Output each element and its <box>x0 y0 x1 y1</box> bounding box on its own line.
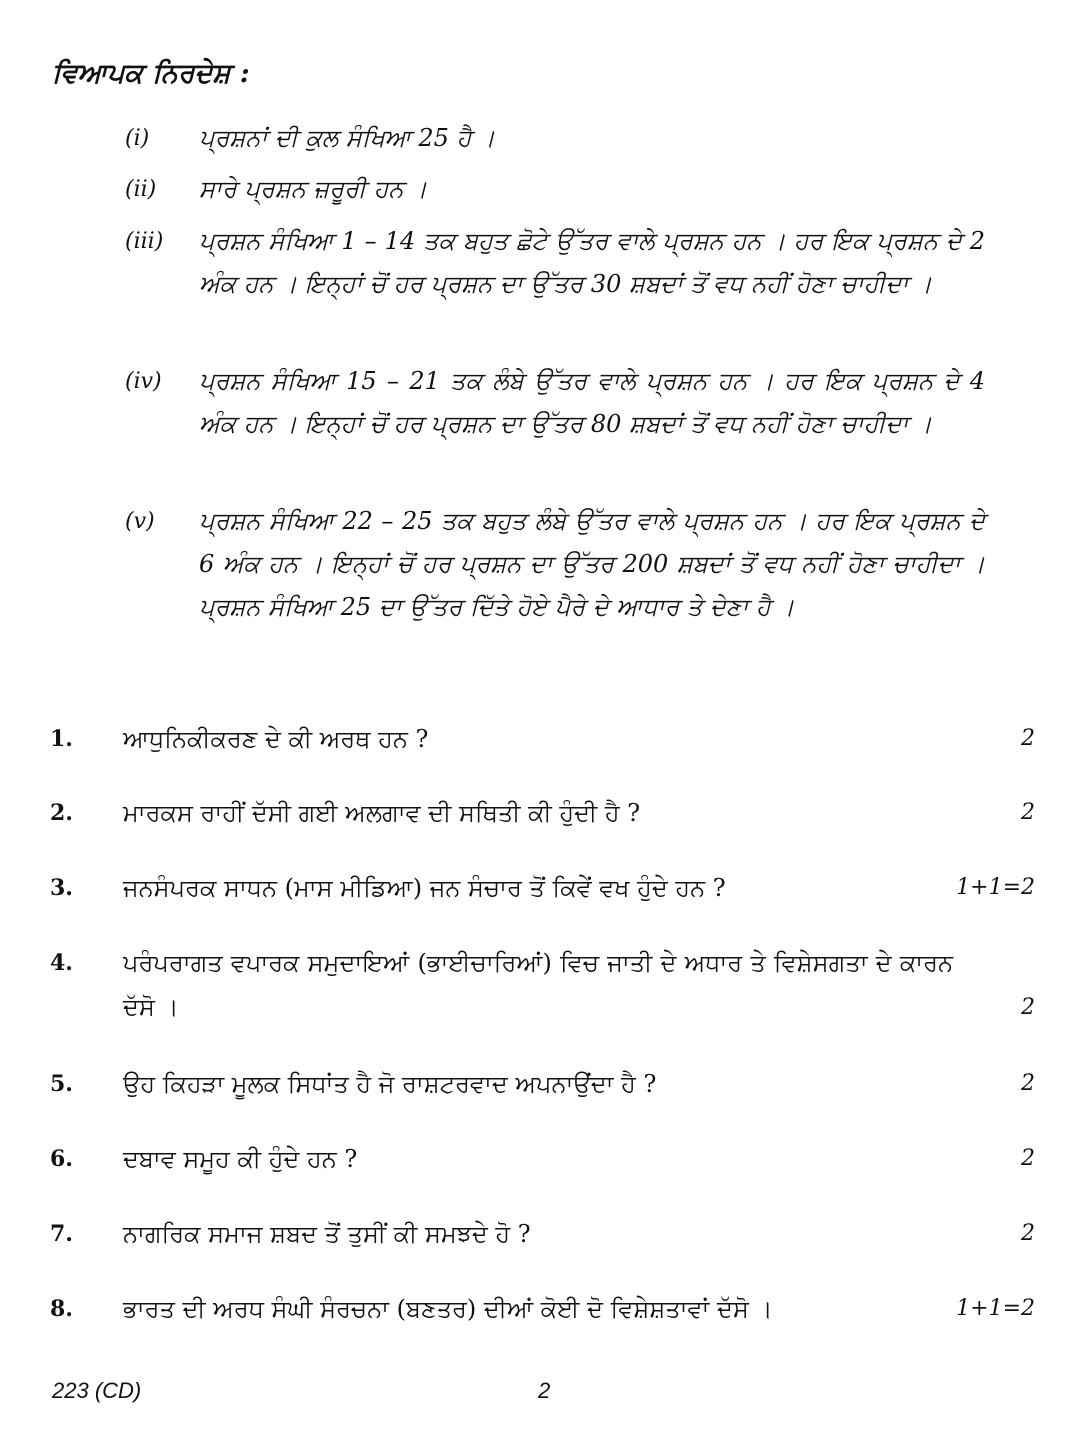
question-text: ਜਨਸੰਪਰਕ ਸਾਧਨ (ਮਾਸ ਮੀਡਿਆ) ਜਨ ਸੰਚਾਰ ਤੋਂ ਕਿਵੇਂ ਵਖ ਹੁੰਦੇ ਹਨ ? <box>123 874 726 902</box>
question-number: 3. <box>50 875 73 901</box>
question-text: ਉਹ ਕਿਹੜਾ ਮੂਲਕ ਸਿਧਾਂਤ ਹੈ ਜੋ ਰਾਸ਼ਟਰਵਾਦ ਅਪਨਾਉਂਦਾ ਹੈ ? <box>123 1070 657 1098</box>
question-text: ਦਬਾਵ ਸਮੂਹ ਕੀ ਹੁੰਦੇ ਹਨ ? <box>123 1145 358 1173</box>
question-number: 1. <box>50 726 73 752</box>
question-marks: 2 <box>1021 1146 1035 1171</box>
question-number: 5. <box>50 1071 73 1097</box>
question-marks: 2 <box>1021 726 1035 751</box>
paper-code: 223 (CD) <box>52 1378 142 1403</box>
instruction-item <box>125 168 985 212</box>
question-text: ਭਾਰਤ ਦੀ ਅਰਧ ਸੰਘੀ ਸੰਰਚਨਾ (ਬਣਤਰ) ਦੀਆਂ ਕੋਈ ਦੋ ਵਿਸ਼ੇਸ਼ਤਾਵਾਂ ਦੱਸੋ । <box>123 1295 773 1323</box>
instruction-number: (ii) <box>125 177 157 202</box>
question-text: ਪਰੰਪਰਾਗਤ ਵਪਾਰਕ ਸਮੁਦਾਇਆਂ (ਭਾਈਚਾਰਿਆਂ) ਵਿਚ ਜਾਤੀ ਦੇ ਅਧਾਰ ਤੇ ਵਿਸ਼ੇਸਗਤਾ ਦੇ ਕਾਰਨ ਦੱਸੋ । <box>123 949 953 1021</box>
instruction-number: (iii) <box>125 229 164 254</box>
question-number: 8. <box>50 1296 73 1322</box>
instruction-item <box>125 220 985 306</box>
instruction-number: (v) <box>125 509 155 534</box>
instruction-text: ਪ੍ਰਸ਼ਨ ਸੰਖਿਆ 15 – 21 ਤਕ ਲੰਬੇ ਉੱਤਰ ਵਾਲੇ ਪ੍ਰਸ਼ਨ ਹਨ । ਹਰ ਇਕ ਪ੍ਰਸ਼ਨ ਦੇ 4 ਅੰਕ ਹਨ । ਇਨ੍ਹਾਂ ਚੋਂ ਹਰ ਪ੍ਰਸ਼ਨ ਦਾ ਉੱਤਰ 80 ਸ਼ਬਦਾਂ ਤੋਂ ਵਧ ਨਹੀਂ ਹੋਣਾ ਚਾਹੀਦਾ । <box>199 367 985 438</box>
question-marks: 2 <box>1021 800 1035 825</box>
question-marks: 1+1=2 <box>956 875 1035 900</box>
instruction-number: (iv) <box>125 369 162 394</box>
instruction-item <box>125 360 985 446</box>
question-number: 2. <box>50 800 73 826</box>
question-marks: 1+1=2 <box>956 1296 1035 1321</box>
question-number: 7. <box>50 1221 73 1247</box>
instruction-text: ਪ੍ਰਸ਼ਨ ਸੰਖਿਆ 22 – 25 ਤਕ ਬਹੁਤ ਲੰਬੇ ਉੱਤਰ ਵਾਲੇ ਪ੍ਰਸ਼ਨ ਹਨ । ਹਰ ਇਕ ਪ੍ਰਸ਼ਨ ਦੇ 6 ਅੰਕ ਹਨ । ਇਨ੍ਹਾਂ ਚੋਂ ਹਰ ਪ੍ਰਸ਼ਨ ਦਾ ਉੱਤਰ 200 ਸ਼ਬਦਾਂ ਤੋਂ ਵਧ ਨਹੀਂ ਹੋਣਾ ਚਾਹੀਦਾ । ਪ੍ਰਸ਼ਨ ਸੰਖਿਆ 25 ਦਾ ਉੱਤਰ ਦਿੱਤੇ ਹੋਏ ਪੈਰੇ ਦੇ ਆਧਾਰ ਤੇ ਦੇਣਾ ਹੈ । <box>199 507 985 621</box>
instruction-text: ਪ੍ਰਸ਼ਨ ਸੰਖਿਆ 1 – 14 ਤਕ ਬਹੁਤ ਛੋਟੇ ਉੱਤਰ ਵਾਲੇ ਪ੍ਰਸ਼ਨ ਹਨ । ਹਰ ਇਕ ਪ੍ਰਸ਼ਨ ਦੇ 2 ਅੰਕ ਹਨ । ਇਨ੍ਹਾਂ ਚੋਂ ਹਰ ਪ੍ਰਸ਼ਨ ਦਾ ਉੱਤਰ 30 ਸ਼ਬਦਾਂ ਤੋਂ ਵਧ ਨਹੀਂ ਹੋਣਾ ਚਾਹੀਦਾ । <box>199 227 985 298</box>
question-number: 4. <box>50 950 73 976</box>
instruction-item <box>125 500 985 629</box>
page-number: 2 <box>538 1378 551 1403</box>
question-marks: 2 <box>1021 1071 1035 1096</box>
question-text: ਆਧੁਨਿਕੀਕਰਣ ਦੇ ਕੀ ਅਰਥ ਹਨ ? <box>123 725 429 753</box>
instruction-item <box>125 117 985 161</box>
instruction-text: ਪ੍ਰਸ਼ਨਾਂ ਦੀ ਕੁਲ ਸੰਖਿਆ 25 ਹੈ । <box>199 124 496 152</box>
question-marks: 2 <box>1021 1221 1035 1246</box>
question-text: ਮਾਰਕਸ ਰਾਹੀਂ ਦੱਸੀ ਗਈ ਅਲਗਾਵ ਦੀ ਸਥਿਤੀ ਕੀ ਹੁੰਦੀ ਹੈ ? <box>123 799 641 827</box>
instruction-text: ਸਾਰੇ ਪ੍ਰਸ਼ਨ ਜ਼ਰੂਰੀ ਹਨ । <box>199 175 428 203</box>
instructions-heading: ਵਿਆਪਕ ਨਿਰਦੇਸ਼ : <box>52 58 250 89</box>
question-marks: 2 <box>1021 995 1035 1020</box>
question-number: 6. <box>50 1146 73 1172</box>
question-text: ਨਾਗਰਿਕ ਸਮਾਜ ਸ਼ਬਦ ਤੋਂ ਤੁਸੀਂ ਕੀ ਸਮਝਦੇ ਹੋ ? <box>123 1220 531 1248</box>
instruction-number: (i) <box>125 126 150 151</box>
